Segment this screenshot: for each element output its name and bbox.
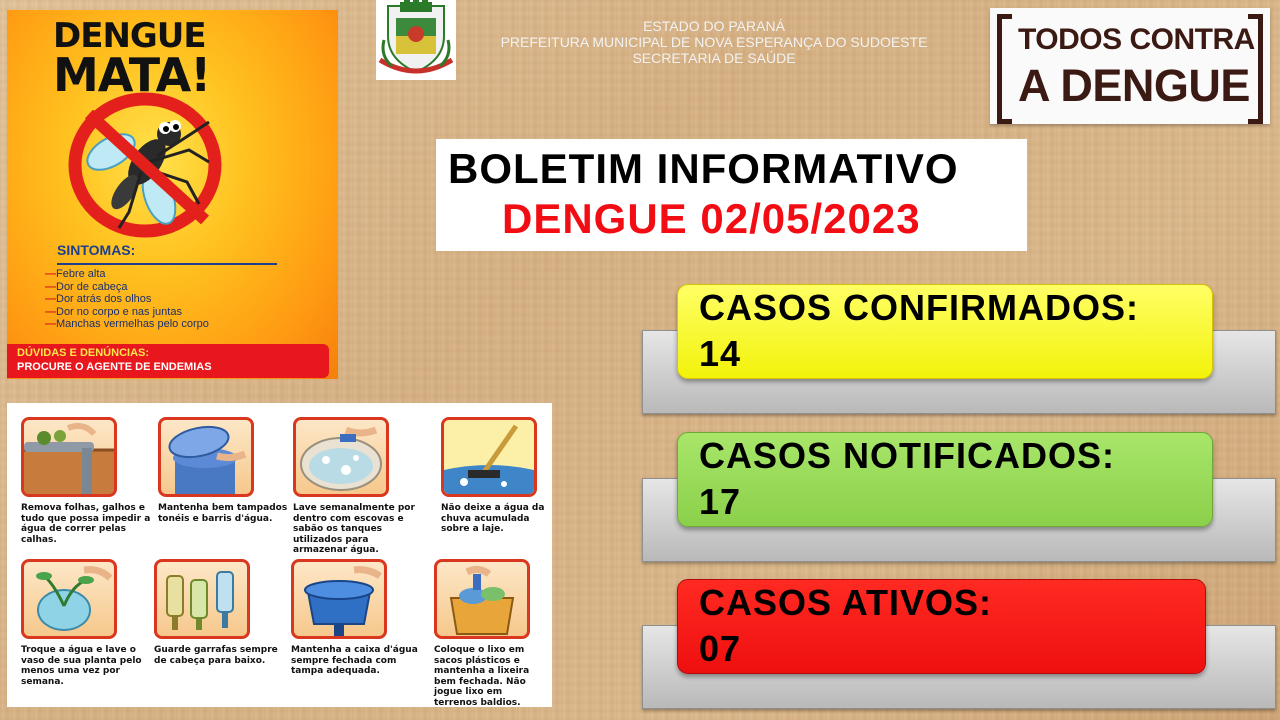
prevention-tip — [293, 417, 423, 556]
municipality-name: PREFEITURA MUNICIPAL DE NOVA ESPERANÇA DO SUDOESTE — [500, 34, 928, 50]
symptom-item: — Dor de cabeça — [45, 281, 209, 294]
bulletin-title-box — [436, 139, 1027, 251]
bracket-left — [997, 14, 1012, 124]
tip-text: Mantenha bem tampados tonéis e barris d'água. — [158, 503, 288, 524]
plant-vase-icon — [21, 559, 117, 639]
notified-cases-label: CASOS NOTIFICADOS: — [699, 435, 1116, 476]
active-cases-card — [677, 579, 1206, 674]
prevention-tip — [21, 559, 151, 687]
poster-title-line2: MATA! — [53, 48, 211, 102]
active-cases-value: 07 — [699, 628, 742, 669]
water-tank-icon — [291, 559, 387, 639]
tip-text: Guarde garrafas sempre de cabeça para baixo. — [154, 645, 278, 666]
prevention-tip — [434, 559, 546, 708]
symptom-item: — Febre alta — [45, 268, 209, 281]
contact-band — [7, 344, 329, 378]
confirmed-cases-value: 14 — [699, 333, 742, 374]
prevention-tips-panel — [7, 403, 552, 707]
tip-text: Não deixe a água da chuva acumulada sobre a laje. — [441, 503, 545, 534]
trash-bin-icon — [434, 559, 530, 639]
campaign-logo — [990, 8, 1270, 124]
active-cases-label: CASOS ATIVOS: — [699, 582, 993, 623]
tip-text: Lave semanalmente por dentro com escovas e sabão os tanques utilizados para armazenar água. — [293, 503, 415, 555]
prevention-tip — [21, 417, 151, 545]
contact-heading: DÚVIDAS E DENÚNCIAS: — [17, 347, 150, 359]
prevention-tip — [158, 417, 288, 524]
campaign-logo-line1: TODOS CONTRA — [1018, 23, 1255, 56]
no-mosquito-icon — [59, 92, 231, 238]
dengue-poster — [7, 10, 338, 379]
tip-text: Coloque o lixo em sacos plásticos e mantenha a lixeira bem fechada. Não jogue lixo em terrenos baldios. — [434, 645, 530, 708]
confirmed-cases-label: CASOS CONFIRMADOS: — [699, 287, 1139, 328]
squeegee-icon — [441, 417, 537, 497]
prevention-tip — [291, 559, 421, 677]
symptoms-list — [45, 268, 209, 331]
contact-text: PROCURE O AGENTE DE ENDEMIAS — [17, 361, 212, 373]
tip-text: Mantenha a caixa d'água sempre fechada com tampa adequada. — [291, 645, 418, 676]
symptoms-divider — [57, 263, 277, 265]
bulletin-title: BOLETIM INFORMATIVO — [448, 145, 959, 192]
symptom-item: — Dor no corpo e nas juntas — [45, 306, 209, 319]
bottles-icon — [154, 559, 250, 639]
confirmed-cases-card — [677, 284, 1213, 379]
poster-title-line1: DENGUE — [53, 16, 206, 56]
tip-text: Remova folhas, galhos e tudo que possa impedir a água de correr pelas calhas. — [21, 503, 151, 545]
municipal-crest-icon — [376, 0, 456, 80]
notified-cases-value: 17 — [699, 481, 742, 522]
prevention-tip — [154, 559, 284, 666]
campaign-logo-line2: A DENGUE — [1018, 60, 1250, 111]
symptom-item: — Manchas vermelhas pelo corpo — [45, 318, 209, 331]
department-name: SECRETARIA DE SAÚDE — [632, 50, 796, 66]
prevention-tip — [441, 417, 545, 535]
barrel-icon — [158, 417, 254, 497]
bulletin-date: DENGUE 02/05/2023 — [502, 195, 921, 242]
symptom-item: — Dor atrás dos olhos — [45, 293, 209, 306]
notified-cases-card — [677, 432, 1213, 527]
tip-text: Troque a água e lave o vaso de sua planta pelo menos uma vez por semana. — [21, 645, 142, 687]
symptoms-heading: SINTOMAS: — [57, 242, 136, 258]
gutter-icon — [21, 417, 117, 497]
government-header — [470, 18, 958, 66]
state-name: ESTADO DO PARANÁ — [643, 18, 785, 34]
wash-tank-icon — [293, 417, 389, 497]
